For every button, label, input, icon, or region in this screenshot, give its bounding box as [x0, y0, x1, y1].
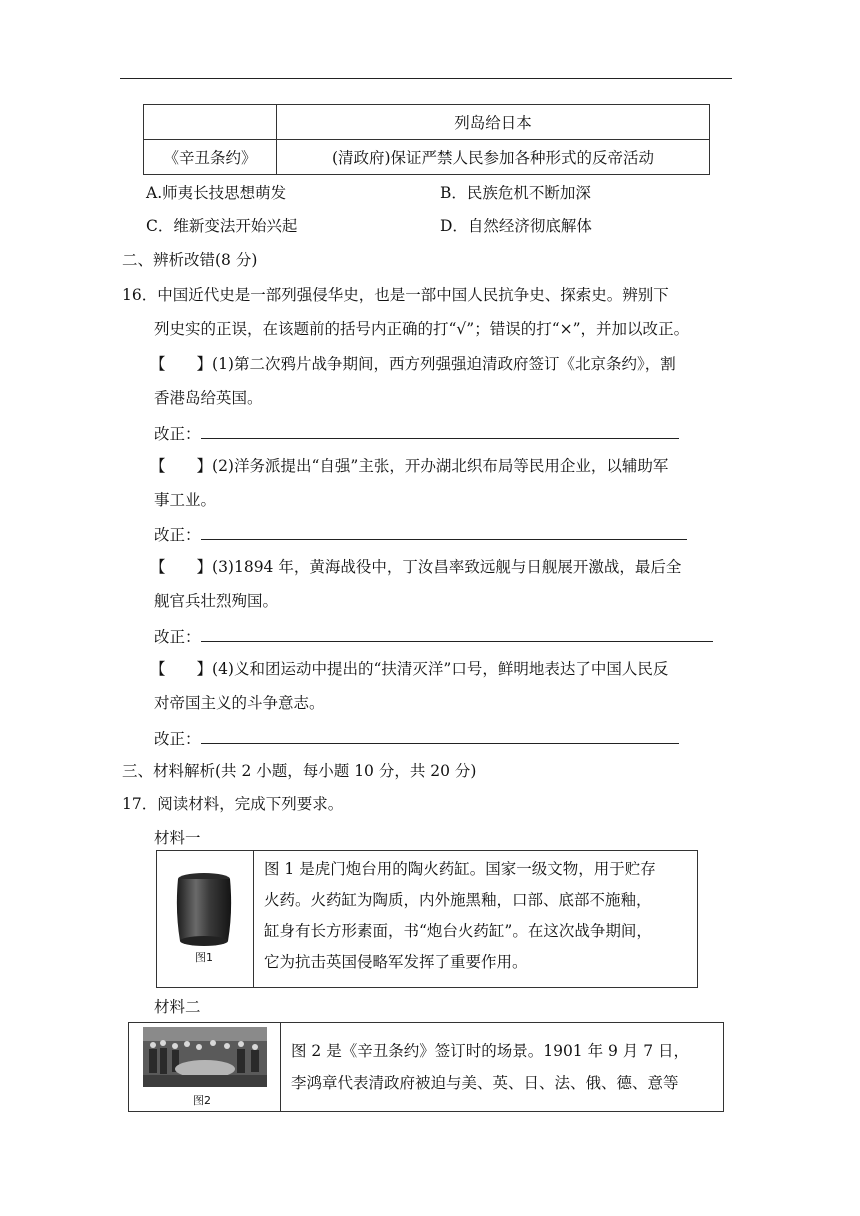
section-2-title: 二、辨析改错(8 分) — [122, 251, 258, 269]
text-line: 图 1 是虎门炮台用的陶火药缸。国家一级文物，用于贮存 — [264, 860, 656, 878]
text-line: 缸身有长方形素面，书“炮台火药缸”。在这次战争期间， — [264, 922, 652, 940]
q16-item-2-line2: 事工业。 — [154, 491, 217, 509]
fix-answer-blank[interactable] — [201, 420, 679, 439]
material-2-label: 材料二 — [154, 998, 201, 1016]
table-cell: 列岛给日本 — [277, 105, 710, 140]
q16-item-1 — [150, 352, 676, 374]
answer-bracket[interactable]: 【 】 — [150, 457, 213, 475]
q16-item-2 — [150, 454, 668, 476]
fix-answer-blank[interactable] — [201, 725, 679, 744]
figure-2 — [129, 1023, 281, 1111]
table-cell — [144, 105, 277, 140]
fix-label: 改正： — [154, 526, 201, 544]
item-text: (4)义和团运动中提出的“扶清灭洋”口号，鲜明地表达了中国人民反 — [212, 660, 669, 678]
material-1-box — [156, 850, 698, 988]
material-1-label: 材料一 — [154, 829, 201, 847]
item-text: (2)洋务派提出“自强”主张，开办湖北织布局等民用企业，以辅助军 — [212, 457, 669, 475]
fix-label: 改正： — [154, 425, 201, 443]
option-b: B．民族危机不断加深 — [440, 184, 591, 202]
material-2-text — [281, 1023, 699, 1111]
q16-item-3-line2: 舰官兵壮烈殉国。 — [154, 592, 279, 610]
q16-item-4-fix — [154, 725, 679, 749]
answer-bracket[interactable]: 【 】 — [150, 355, 213, 373]
text-line: 火药。火药缸为陶质，内外施黑釉，口部、底部不施釉， — [264, 891, 652, 909]
q16-item-4 — [150, 657, 668, 679]
table-cell: (清政府)保证严禁人民参加各种形式的反帝活动 — [277, 140, 710, 175]
section-3-title: 三、材料解析(共 2 小题，每小题 10 分，共 20 分) — [122, 762, 477, 780]
option-c: C．维新变法开始兴起 — [146, 217, 298, 235]
table-cell: 《辛丑条约》 — [144, 140, 277, 175]
q16-item-3 — [150, 555, 681, 577]
answer-bracket[interactable]: 【 】 — [150, 558, 213, 576]
q16-item-4-line2: 对帝国主义的斗争意志。 — [154, 694, 325, 712]
q16-item-3-fix — [154, 623, 713, 647]
gunpowder-jar-image — [157, 851, 253, 987]
table-row — [144, 105, 710, 140]
fix-answer-blank[interactable] — [201, 521, 687, 540]
q16-stem-line1: 16．中国近代史是一部列强侵华史，也是一部中国人民抗争史、探索史。辨别下 — [122, 286, 669, 304]
text-line: 它为抗击英国侵略军发挥了重要作用。 — [264, 953, 528, 971]
fix-label: 改正： — [154, 730, 201, 748]
table-row — [144, 140, 710, 175]
figure-2-caption: 图2 — [193, 1094, 211, 1107]
answer-bracket[interactable]: 【 】 — [150, 660, 213, 678]
text-line: 李鸿章代表清政府被迫与美、英、日、法、俄、德、意等 — [291, 1074, 679, 1092]
treaty-table — [143, 104, 710, 175]
header-rule — [120, 78, 732, 79]
material-2-box — [128, 1022, 724, 1112]
text-line: 图 2 是《辛丑条约》签订时的场景。1901 年 9 月 7 日， — [291, 1042, 690, 1060]
item-text: (1)第二次鸦片战争期间，西方列强强迫清政府签订《北京条约》，割 — [212, 355, 676, 373]
figure-1 — [157, 851, 254, 987]
fix-answer-blank[interactable] — [201, 623, 713, 642]
option-d: D．自然经济彻底解体 — [440, 217, 592, 235]
q16-item-1-fix — [154, 420, 679, 444]
figure-1-caption: 图1 — [195, 951, 213, 964]
q16-item-2-fix — [154, 521, 687, 545]
option-a: A.师夷长技思想萌发 — [146, 184, 287, 202]
material-1-text — [254, 851, 666, 987]
item-text: (3)1894 年，黄海战役中，丁汝昌率致远舰与日舰展开激战，最后全 — [212, 558, 682, 576]
fix-label: 改正： — [154, 628, 201, 646]
q17-stem: 17．阅读材料，完成下列要求。 — [122, 795, 344, 813]
q16-stem-line2: 列史实的正误，在该题前的括号内正确的打“√”；错误的打“×”，并加以改正。 — [154, 320, 690, 338]
q16-item-1-line2: 香港岛给英国。 — [154, 389, 263, 407]
